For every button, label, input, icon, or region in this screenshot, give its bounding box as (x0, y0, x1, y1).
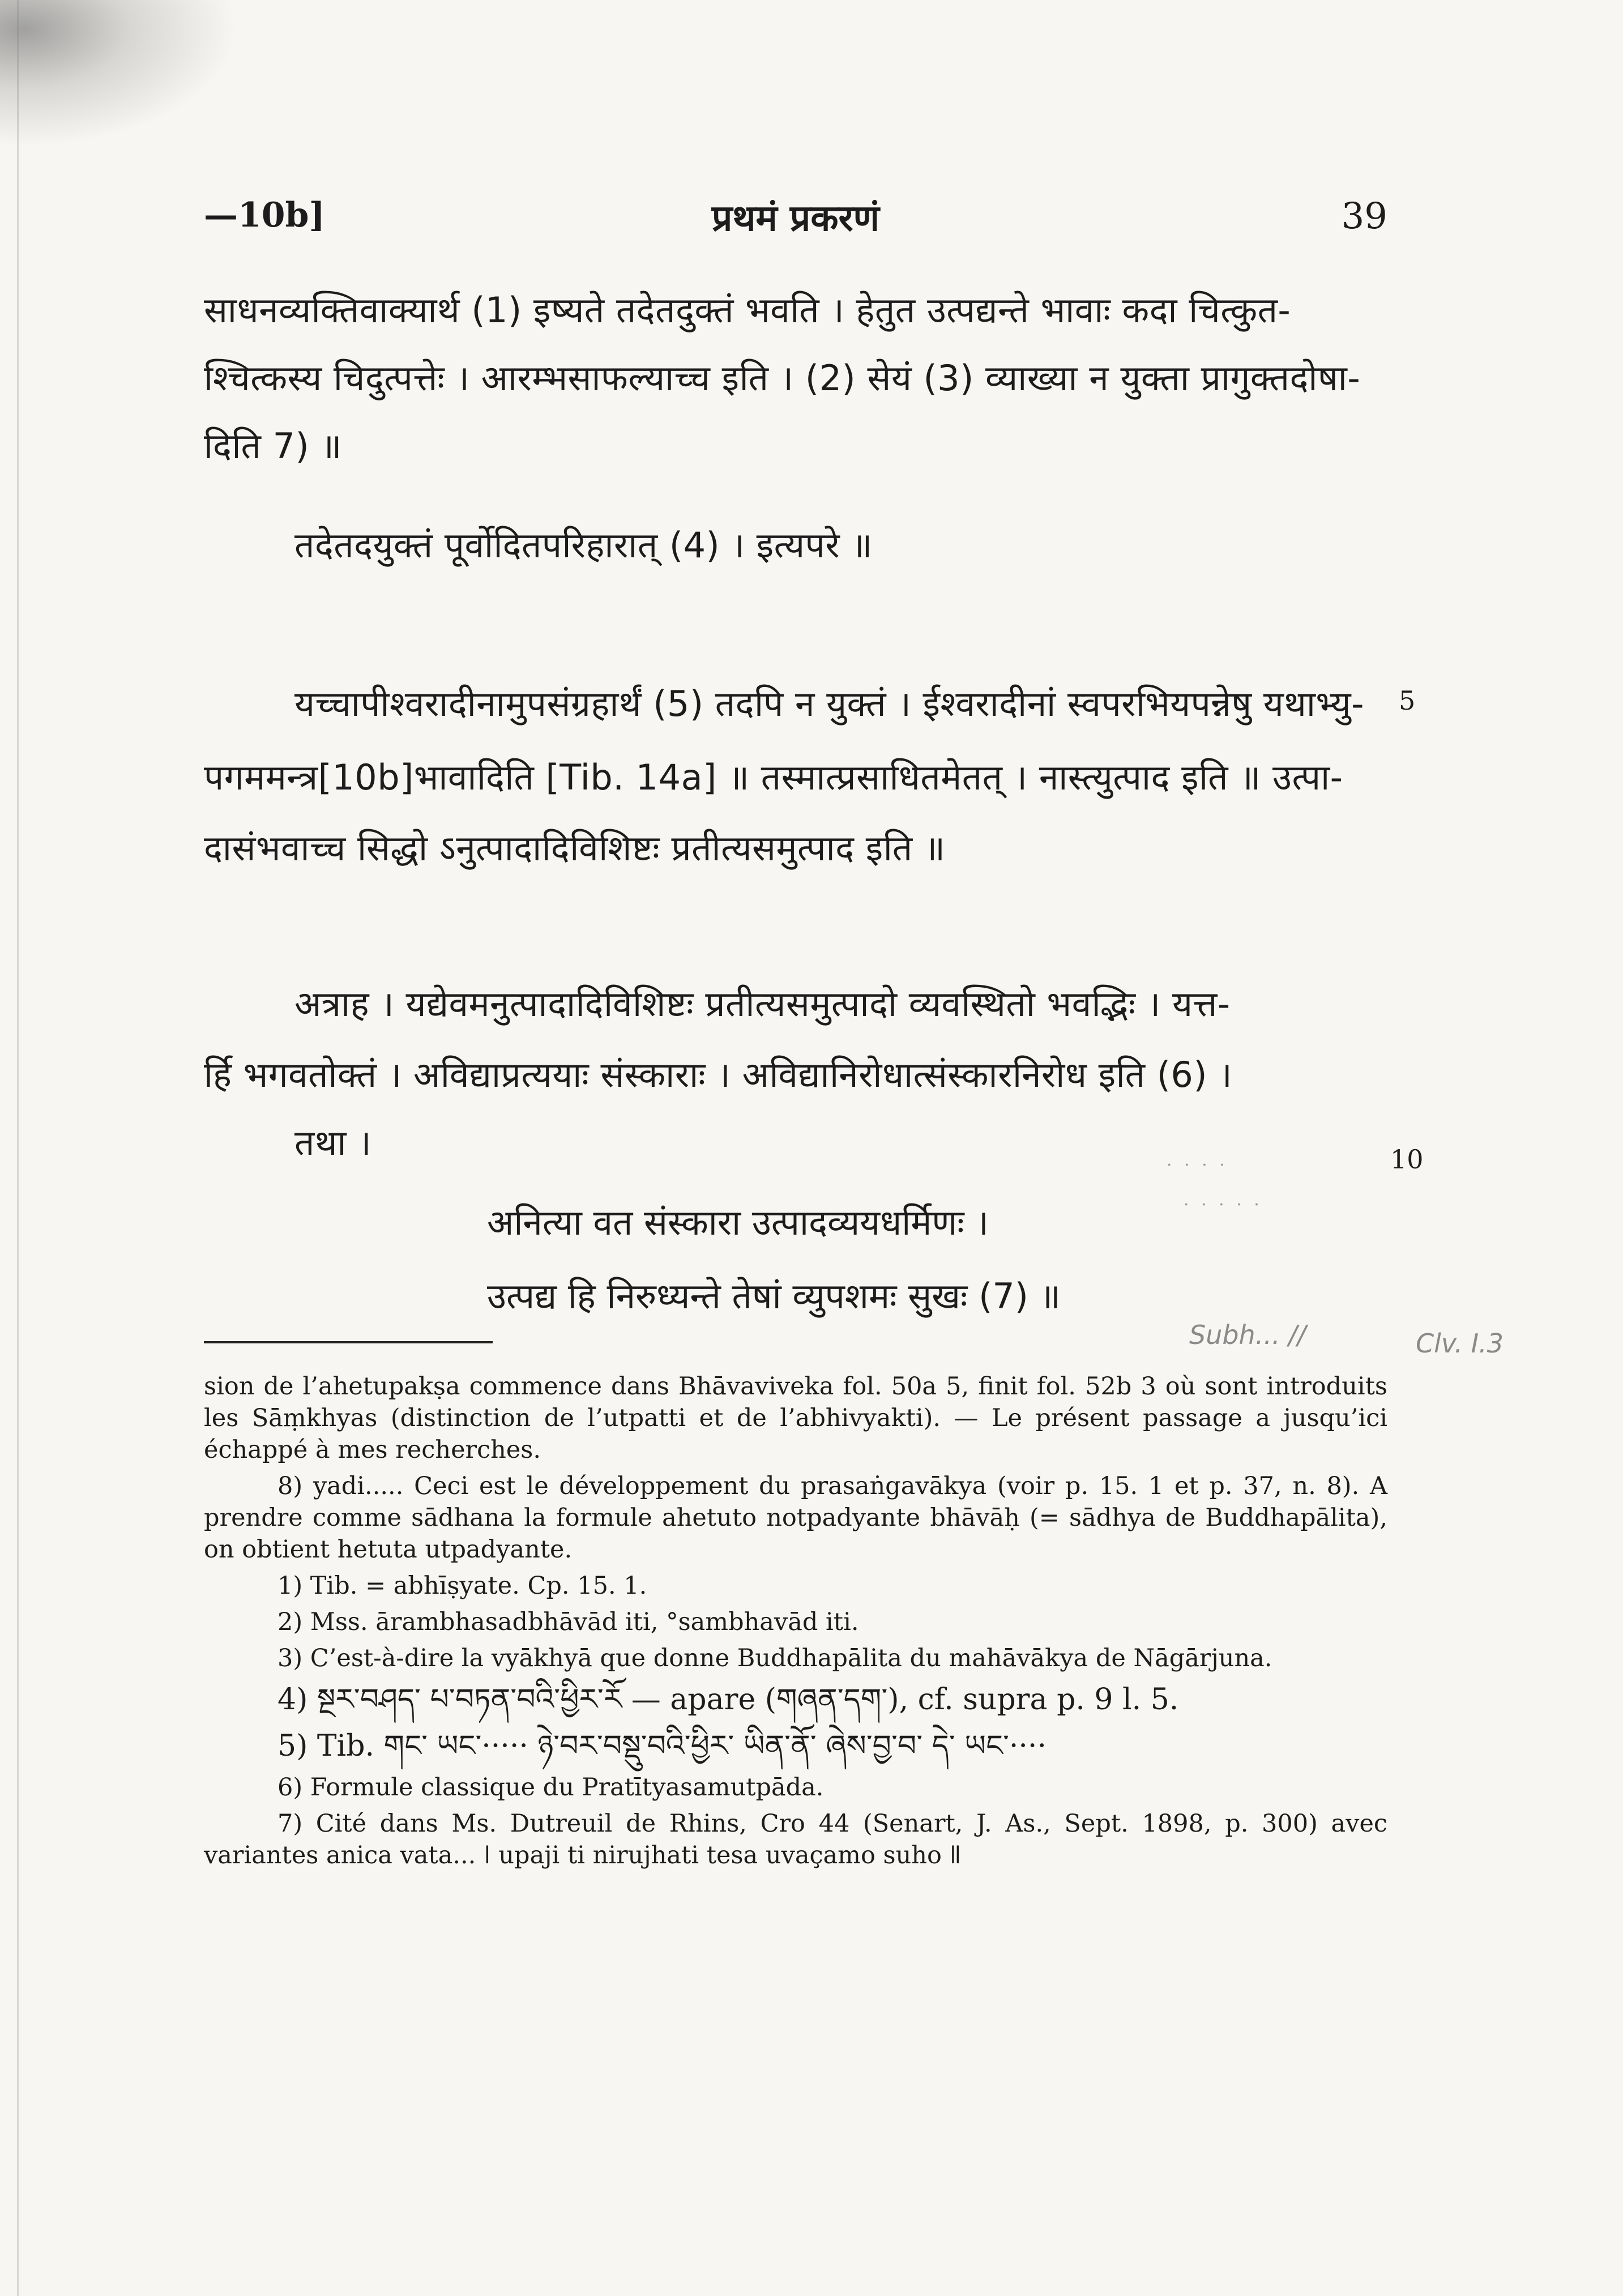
footnote-4: 4) སྔར་བཤད་ པ་བཏན་བའི་ཕྱིར་རོ — apare (གཞན་དག་), cf. supra p. 9 l. 5. (277, 1683, 1179, 1717)
para3-line1: यच्चापीश्वरादीनामुपसंग्रहार्थं (5) तदपि न युक्तं । ईश्वरादीनां स्वपरभियपन्नेषु यथाभ्यु- (294, 683, 1365, 724)
para1-line3: दिति 7) ॥ (204, 425, 343, 467)
para4-line2: र्हि भगवतोक्तं । अविद्याप्रत्ययाः संस्काराः । अविद्यानिरोधात्संस्कारनिरोध इति (6) । (204, 1054, 1233, 1095)
verse-line1: अनित्या वत संस्कारा उत्पादव्ययधर्मिणः । (487, 1202, 989, 1243)
scan-speckle: · · · · · (1184, 1195, 1263, 1215)
line-number-10: 10 (1390, 1144, 1424, 1175)
handwritten-note-1: Subh... // (1189, 1320, 1306, 1350)
scan-edge-line (17, 0, 19, 2296)
para1-line1: साधनव्यक्तिवाक्यार्थ (1) इष्यते तदेतदुक्तं भवति । हेतुत उत्पद्यन्ते भावाः कदा चित्कुत- (204, 289, 1291, 331)
footnote-1: 1) Tib. = abhīṣyate. Cp. 15. 1. (277, 1572, 647, 1600)
page-title: प्रथमं प्रकरणं (712, 197, 879, 240)
footnote-rule (204, 1341, 493, 1343)
footnotes (204, 1371, 1387, 1876)
section-ref: —10b] (204, 195, 325, 235)
footnote-6: 6) Formule classique du Pratītyasamutpāda. (277, 1773, 824, 1802)
scan-speckle: · · · · (1167, 1155, 1228, 1175)
para4-line3: तथा । (294, 1122, 372, 1163)
footnote-3: 3) C’est-à-dire la vyākhyā que donne Buddhapālita du mahāvākya de Nāgārjuna. (277, 1644, 1272, 1672)
handwritten-note-2: Clv. I.3 (1416, 1328, 1504, 1359)
para3-line2: पगममन्त्र[10b]भावादिति [Tib. 14a] ॥ तस्मात्प्रसाधितमेतत् । नास्त्युत्पाद इति ॥ उत्पा- (204, 757, 1343, 798)
para3-line3: दासंभवाच्च सिद्धो ऽनुत्पादादिविशिष्टः प्रतीत्यसमुत्पाद इति ॥ (204, 827, 946, 869)
scan-smudge (0, 0, 238, 147)
footnote-8: 8) yadi..... Ceci est le développement du prasaṅgavākya (voir p. 15. 1 et p. 37, n. 8). A prendre comme sādhana la formule ahetuto notpadyante bhāvāḥ (= sādhya de Buddhapālita), on obtient hetuta utpadyante. (204, 1472, 1387, 1564)
footnote-7: 7) Cité dans Ms. Dutreuil de Rhins, Cro 44 (Senart, J. As., Sept. 1898, p. 300) avec variantes anica vata... ǀ upaji ti nirujhati tesa uvaçamo suho ǁ (204, 1810, 1387, 1870)
footnote-5: 5) Tib. གང་ ཡང་····· ཉེ་བར་བསྡུ་བའི་ཕྱིར་ ཡིན་ནོ་ ཞེས་བྱ་བ་ དེ་ ཡང་···· (277, 1729, 1047, 1763)
footnote-2: 2) Mss. ārambhasadbhāvād iti, °sambhavād iti. (277, 1608, 859, 1636)
para2: तदेतदयुक्तं पूर्वोदितपरिहारात् (4) । इत्यपरे ॥ (294, 524, 873, 566)
verse-line2: उत्पद्य हि निरुध्यन्ते तेषां व्युपशमः सुखः (7) ॥ (487, 1275, 1061, 1317)
para4-line1: अत्राह । यद्येवमनुत्पादादिविशिष्टः प्रतीत्यसमुत्पादो व्यवस्थितो भवद्भिः । यत्त- (294, 983, 1231, 1025)
footnote-continuation: sion de l’ahetupakṣa commence dans Bhāvaviveka fol. 50a 5, finit fol. 52b 3 où sont introduits les Sāṃkhyas (distinction de l’utpatti et de l’abhivyakti). — Le présent passage a jusqu’ici échappé à mes recherches. (204, 1372, 1387, 1464)
page-number: 39 (1341, 195, 1387, 237)
line-number-5: 5 (1399, 685, 1416, 716)
para1-line2: श्चित्कस्य चिदुत्पत्तेः । आरम्भसाफल्याच्च इति । (2) सेयं (3) व्याख्या न युक्ता प्रागुक्तदोषा- (204, 357, 1361, 399)
page-header (204, 195, 1387, 246)
